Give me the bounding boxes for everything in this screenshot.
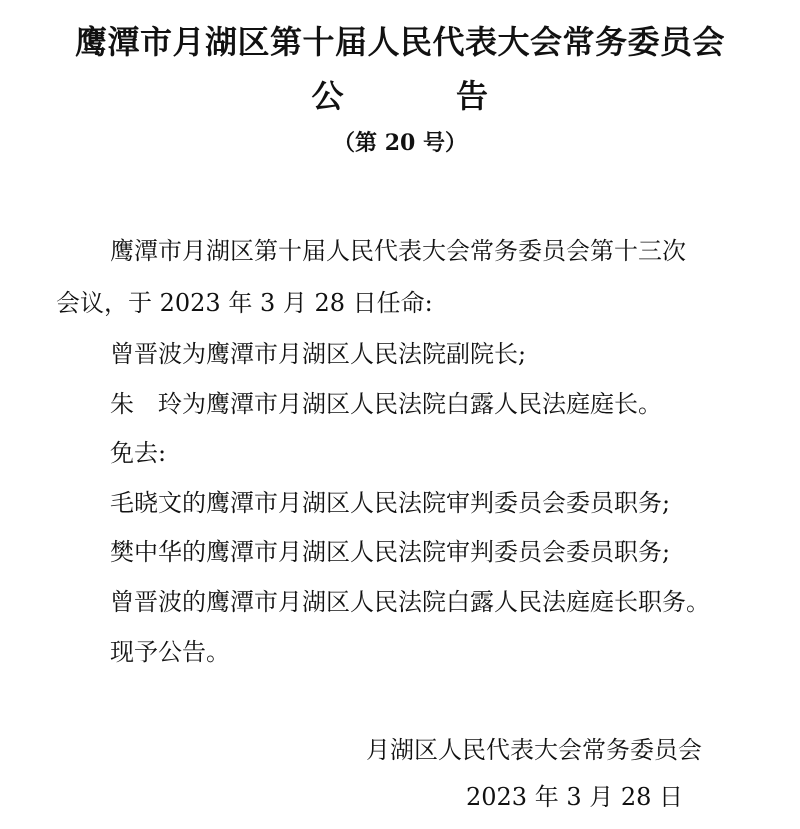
document-number: （第 20 号） (333, 130, 467, 156)
signature-issuer: 月湖区人民代表大会常务委员会 (366, 736, 702, 764)
subtitle-char-2: 告 (456, 77, 489, 115)
closing-line: 现予公告。 (110, 638, 230, 666)
subtitle-char-1: 公 (311, 77, 344, 115)
appointment-item: 朱 玲为鹰潭市月湖区人民法院白露人民法庭庭长。 (110, 390, 662, 418)
signature-date: 2023 年 3 月 28 日 (466, 783, 684, 811)
appointment-item: 曾晋波为鹰潭市月湖区人民法院副院长; (110, 340, 527, 368)
intro-line-1: 鹰潭市月湖区第十届人民代表大会常务委员会第十三次 (110, 237, 686, 265)
removal-item: 毛晓文的鹰潭市月湖区人民法院审判委员会委员职务; (110, 489, 671, 517)
removal-item: 樊中华的鹰潭市月湖区人民法院审判委员会委员职务; (110, 538, 671, 566)
document-title: 鹰潭市月湖区第十届人民代表大会常务委员会 (74, 23, 725, 61)
intro-line-2: 会议，于 2023 年 3 月 28 日任命: (56, 289, 433, 317)
removal-item: 曾晋波的鹰潭市月湖区人民法院白露人民法庭庭长职务。 (110, 588, 710, 616)
document-subtitle (0, 76, 800, 116)
removal-heading: 免去: (110, 439, 167, 467)
